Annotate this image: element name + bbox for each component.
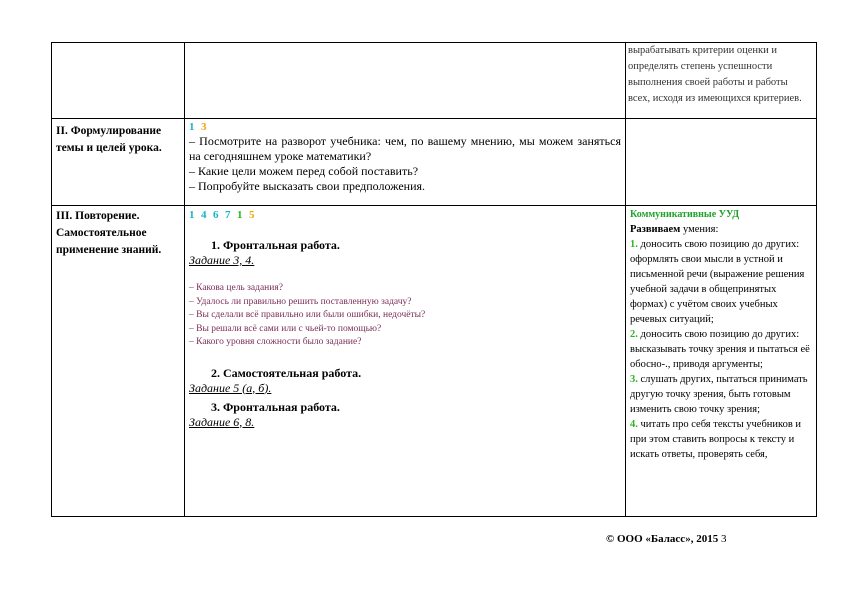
resource-number: 1 (237, 209, 243, 221)
task-title: 2. Самостоятельная работа. (211, 365, 362, 380)
task-reference: Задание 3, 4. (189, 253, 255, 267)
uud-cell (626, 206, 817, 517)
resource-numbers (189, 206, 621, 222)
uud-item-text: доносить свою позицию до других: оформлять свои мысли в устной и письменной речи (выражение решения учебной задачи в общепринятых формах) с учётом своих учебных речевых ситуаций; (630, 239, 805, 325)
uud-item-number: 1. (630, 239, 638, 250)
practice-content (185, 206, 626, 517)
goals-question: – Попробуйте высказать свои предположения. (189, 179, 426, 193)
uud-heading: Коммуникативные УУД (630, 209, 740, 220)
page-footer (606, 532, 796, 546)
page-number: 3 (720, 533, 727, 545)
uud-item-text: доносить свою позицию до других: высказывать точку зрения и пытаться её обосно-., приводя аргументы; (630, 329, 810, 370)
resource-number: 4 (201, 209, 207, 221)
uud-item-number: 4. (630, 419, 638, 430)
resource-number: 5 (249, 209, 255, 221)
task-title: 3. Фронтальная работа. (211, 399, 340, 414)
copyright-text: © ООО «Баласс», 2015 (606, 533, 719, 545)
table-row-criteria (52, 43, 817, 119)
reflection-question: – Какого уровня сложности было задание? (189, 337, 362, 347)
resource-number: 1 (189, 121, 195, 133)
cell-stage-empty (52, 43, 185, 119)
resource-numbers (189, 119, 621, 134)
uud-item (630, 372, 812, 417)
task-title: 1. Фронтальная работа. (211, 238, 340, 252)
task-reference: Задание 6, 8. (189, 414, 255, 429)
resource-number: 6 (213, 209, 219, 221)
criteria-text: вырабатывать критерии оценки и определять степень успешности выполнения своей работы и работы всех, исходя из имеющихся критериев. (626, 43, 817, 119)
resource-number: 1 (189, 209, 195, 221)
cell-content-empty (185, 43, 626, 119)
uud-item (630, 237, 812, 327)
reflection-question: – Вы сделали всё правильно или были ошибки, недочёты? (189, 310, 426, 320)
stage-title-practice: III. Повторение. Самостоятельное применение знаний. (52, 206, 185, 517)
cell-uud-empty (626, 119, 817, 206)
task-reference: Задание 5 (а, б). (189, 380, 272, 395)
uud-item (630, 327, 812, 372)
goals-question: – Какие цели можем перед собой поставить? (189, 164, 419, 178)
reflection-question: – Удалось ли правильно решить поставленную задачу? (189, 296, 412, 307)
resource-number: 3 (201, 121, 207, 133)
reflection-question: – Вы решали всё сами или с чьей-то помощью? (189, 323, 382, 334)
resource-number: 7 (225, 209, 231, 221)
uud-item-number: 3. (630, 374, 638, 385)
goals-content (185, 119, 626, 206)
uud-item (630, 417, 812, 462)
uud-intro (630, 222, 812, 237)
stage-title-goals: II. Формулирование темы и целей урока. (52, 119, 185, 206)
table-row-practice (52, 206, 817, 517)
uud-intro-rest: умения: (680, 224, 719, 235)
reflection-question: – Какова цель задания? (189, 283, 283, 293)
goals-question: – Посмотрите на разворот учебника: чем, по вашему мнению, мы можем заняться на сегодняшнем уроке математики? (189, 134, 621, 163)
uud-item-text: читать про себя тексты учебников и при этом ставить вопросы к тексту и искать ответы, проверять себя, (630, 419, 802, 460)
uud-item-text: слушать других, пытаться принимать другую точку зрения, быть готовым изменить свою точку зрения; (630, 374, 808, 415)
uud-intro-verb: Развиваем (630, 224, 681, 235)
uud-item-number: 2. (630, 329, 638, 340)
table-row-goals (52, 119, 817, 206)
lesson-plan-table (51, 42, 817, 517)
